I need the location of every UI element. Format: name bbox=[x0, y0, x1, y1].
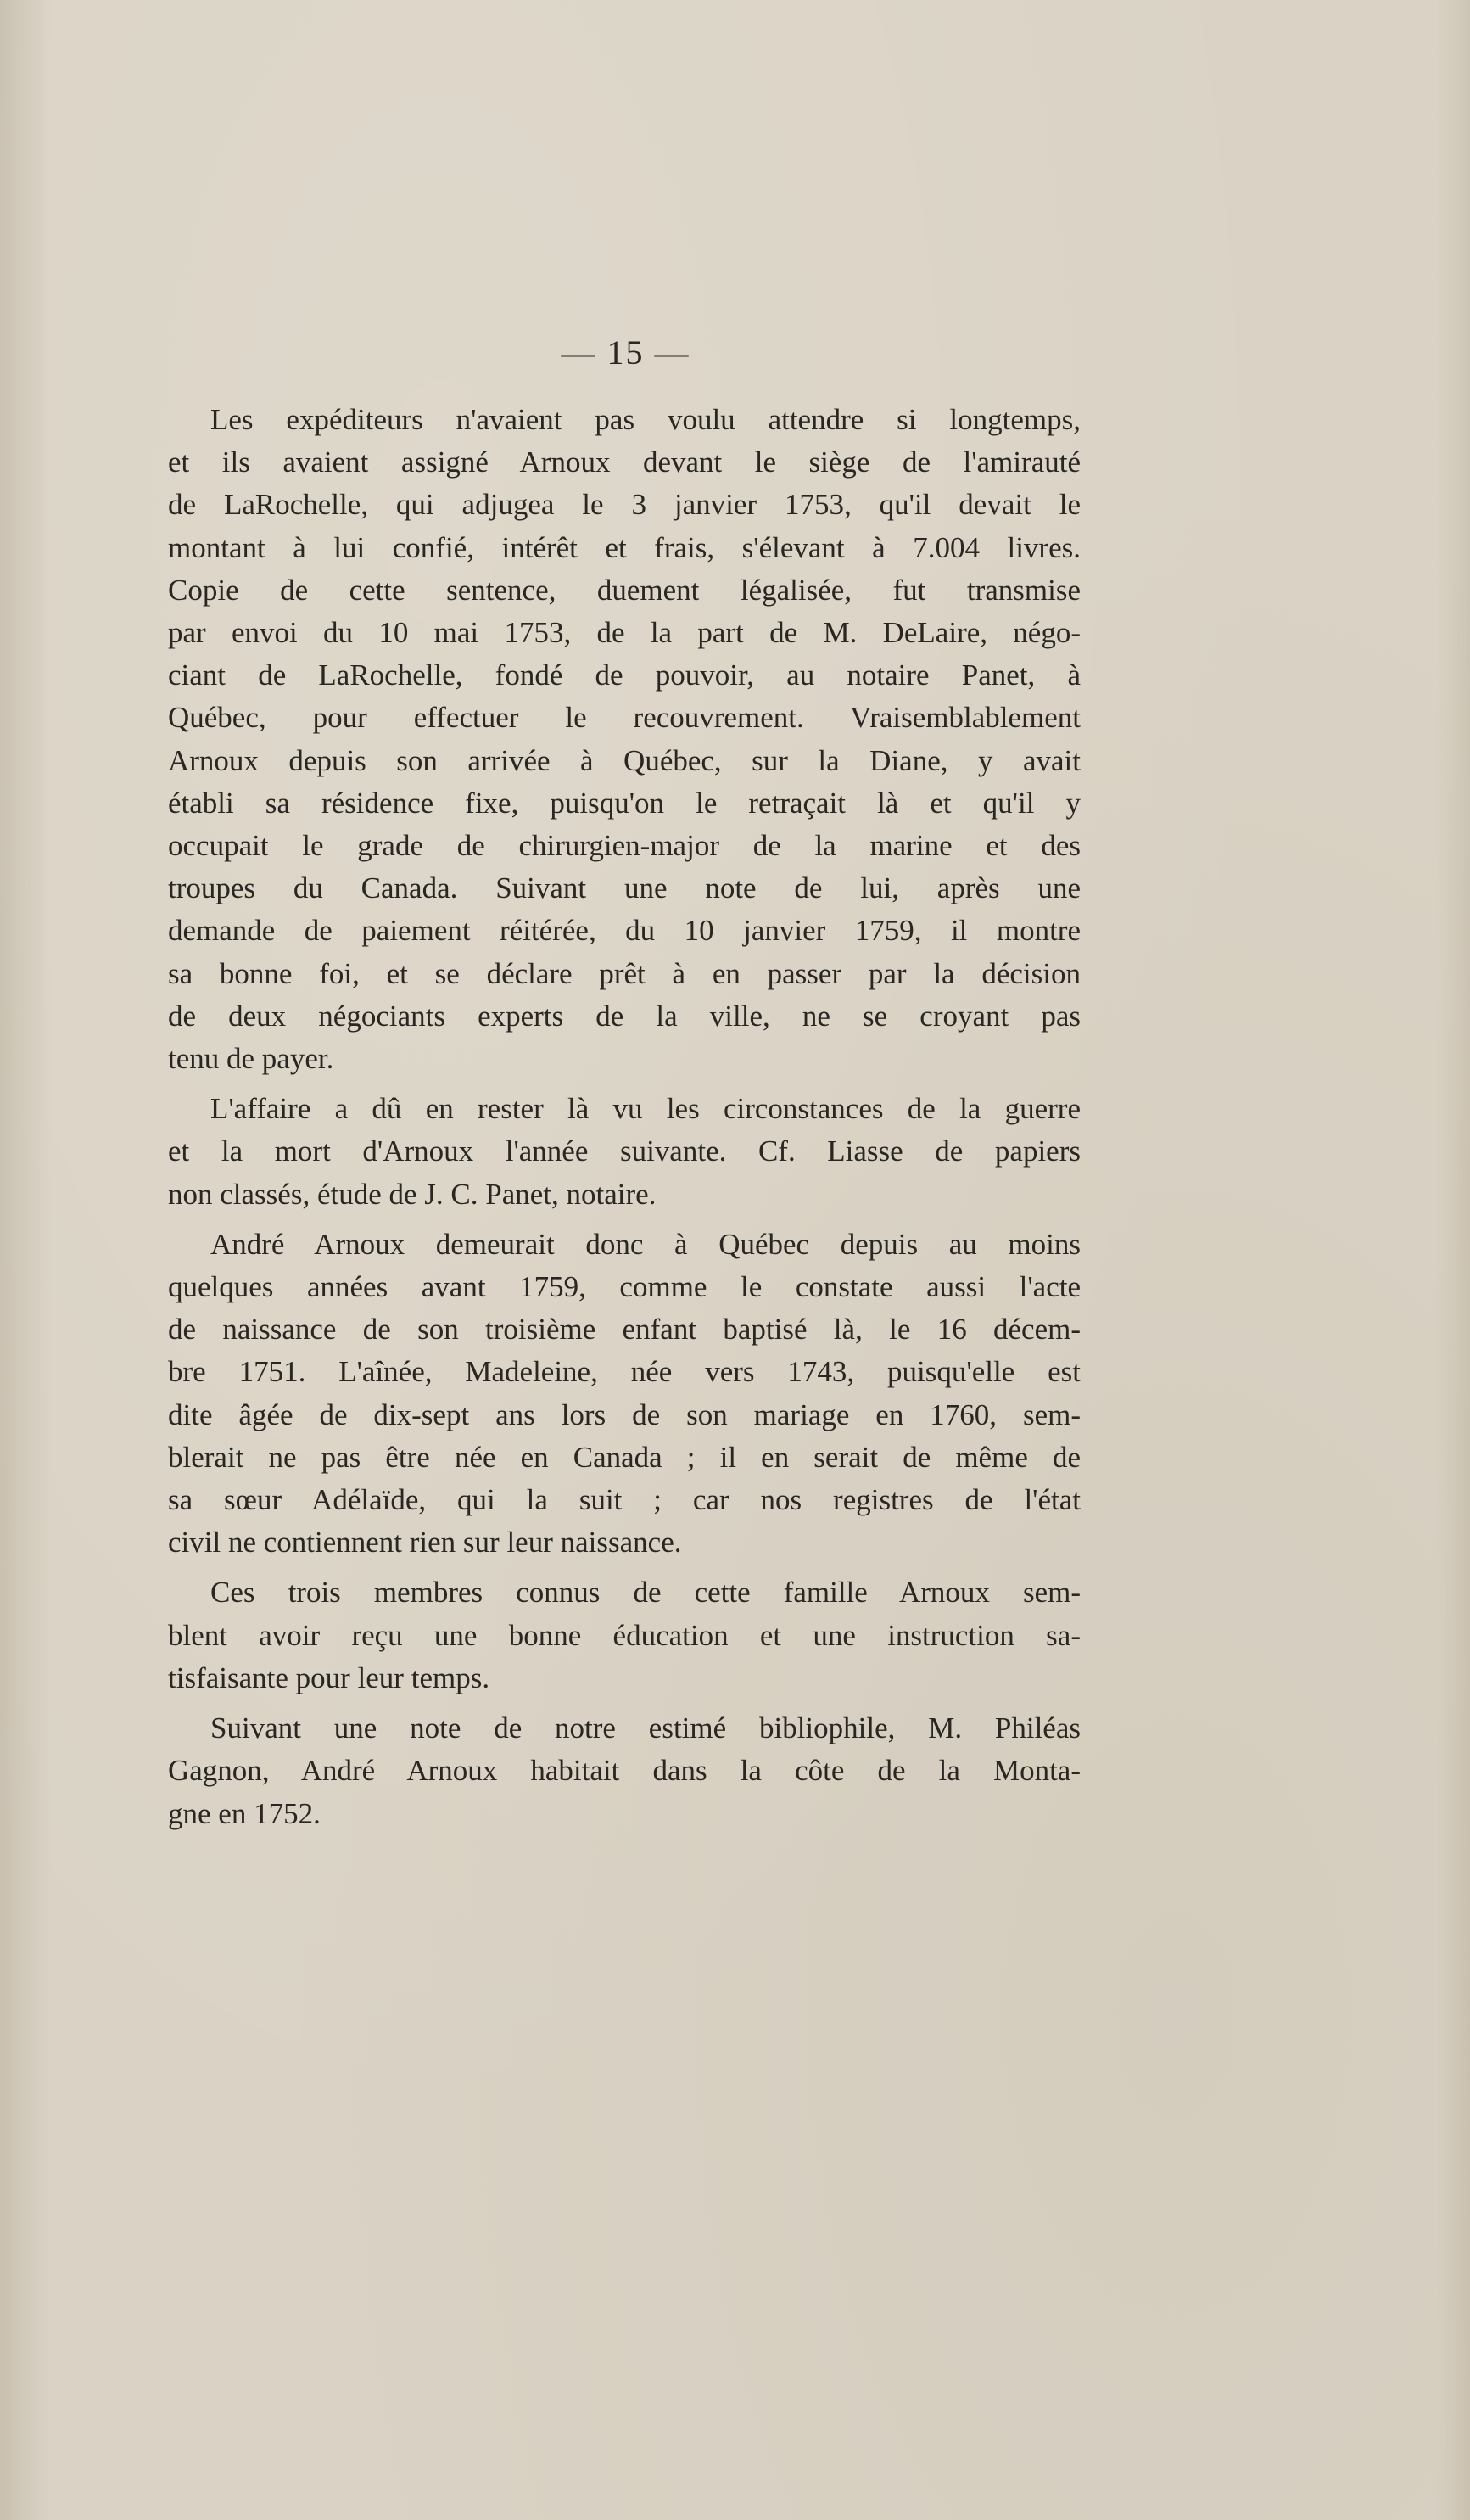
text-line: Suivant une note de notre estimé bibliophile, M. Philéas bbox=[210, 1711, 1081, 1745]
text-line: et la mort d'Arnoux l'année suivante. Cf. Liasse de papiers bbox=[168, 1134, 1081, 1168]
text-line: de LaRochelle, qui adjugea le 3 janvier 1753, qu'il devait le bbox=[168, 488, 1081, 522]
text-line: et ils avaient assigné Arnoux devant le siège de l'amirauté bbox=[168, 445, 1081, 479]
page-edge-shadow-left bbox=[0, 0, 51, 2520]
paragraph-1 bbox=[168, 399, 1081, 1080]
text-line: Ces trois membres connus de cette famille Arnoux sem- bbox=[210, 1576, 1081, 1610]
text-line: tenu de payer. bbox=[168, 1042, 334, 1076]
body-text bbox=[168, 399, 1081, 1835]
text-line: demande de paiement réitérée, du 10 janvier 1759, il montre bbox=[168, 914, 1081, 948]
text-line: Les expéditeurs n'avaient pas voulu attendre si longtemps, bbox=[210, 403, 1081, 436]
text-line: par envoi du 10 mai 1753, de la part de M. DeLaire, négo- bbox=[168, 616, 1081, 650]
text-line: dite âgée de dix-sept ans lors de son mariage en 1760, sem- bbox=[168, 1397, 1081, 1431]
text-line: Arnoux depuis son arrivée à Québec, sur la Diane, y avait bbox=[168, 743, 1081, 777]
text-line: non classés, étude de J. C. Panet, notaire. bbox=[168, 1177, 657, 1211]
text-line: montant à lui confié, intérêt et frais, s'élevant à 7.004 livres. bbox=[168, 530, 1081, 564]
text-line: Gagnon, André Arnoux habitait dans la côte de la Monta- bbox=[168, 1754, 1081, 1788]
text-line: blerait ne pas être née en Canada ; il en serait de même de bbox=[168, 1440, 1081, 1474]
paragraph-2 bbox=[168, 1088, 1081, 1216]
paragraph-5 bbox=[168, 1707, 1081, 1835]
text-line: L'affaire a dû en rester là vu les circonstances de la guerre bbox=[210, 1092, 1081, 1126]
page-edge-shadow-right bbox=[1436, 0, 1470, 2520]
text-line: civil ne contiennent rien sur leur naissance. bbox=[168, 1526, 682, 1560]
text-line: blent avoir reçu une bonne éducation et une instruction sa- bbox=[168, 1618, 1081, 1652]
text-line: de naissance de son troisième enfant baptisé là, le 16 décem- bbox=[168, 1313, 1081, 1347]
text-line: quelques années avant 1759, comme le constate aussi l'acte bbox=[168, 1270, 1081, 1304]
text-line: Québec, pour effectuer le recouvrement. Vraisemblablement bbox=[168, 701, 1081, 735]
page-number: — 15 — bbox=[561, 333, 690, 372]
text-line: Copie de cette sentence, duement légalisée, fut transmise bbox=[168, 573, 1081, 607]
text-line: occupait le grade de chirurgien-major de la marine et des bbox=[168, 829, 1081, 863]
text-line: établi sa résidence fixe, puisqu'on le retraçait là et qu'il y bbox=[168, 786, 1081, 820]
paragraph-3 bbox=[168, 1224, 1081, 1565]
paragraph-4 bbox=[168, 1571, 1081, 1700]
text-line: ciant de LaRochelle, fondé de pouvoir, au notaire Panet, à bbox=[168, 658, 1081, 692]
text-line: bre 1751. L'aînée, Madeleine, née vers 1743, puisqu'elle est bbox=[168, 1355, 1081, 1389]
text-line: tisfaisante pour leur temps. bbox=[168, 1660, 490, 1694]
text-line: André Arnoux demeurait donc à Québec depuis au moins bbox=[210, 1227, 1081, 1261]
text-line: sa sœur Adélaïde, qui la suit ; car nos registres de l'état bbox=[168, 1483, 1081, 1517]
text-line: gne en 1752. bbox=[168, 1796, 321, 1830]
text-line: troupes du Canada. Suivant une note de lui, après une bbox=[168, 871, 1081, 905]
text-line: sa bonne foi, et se déclare prêt à en passer par la décision bbox=[168, 956, 1081, 990]
text-line: de deux négociants experts de la ville, ne se croyant pas bbox=[168, 999, 1081, 1033]
